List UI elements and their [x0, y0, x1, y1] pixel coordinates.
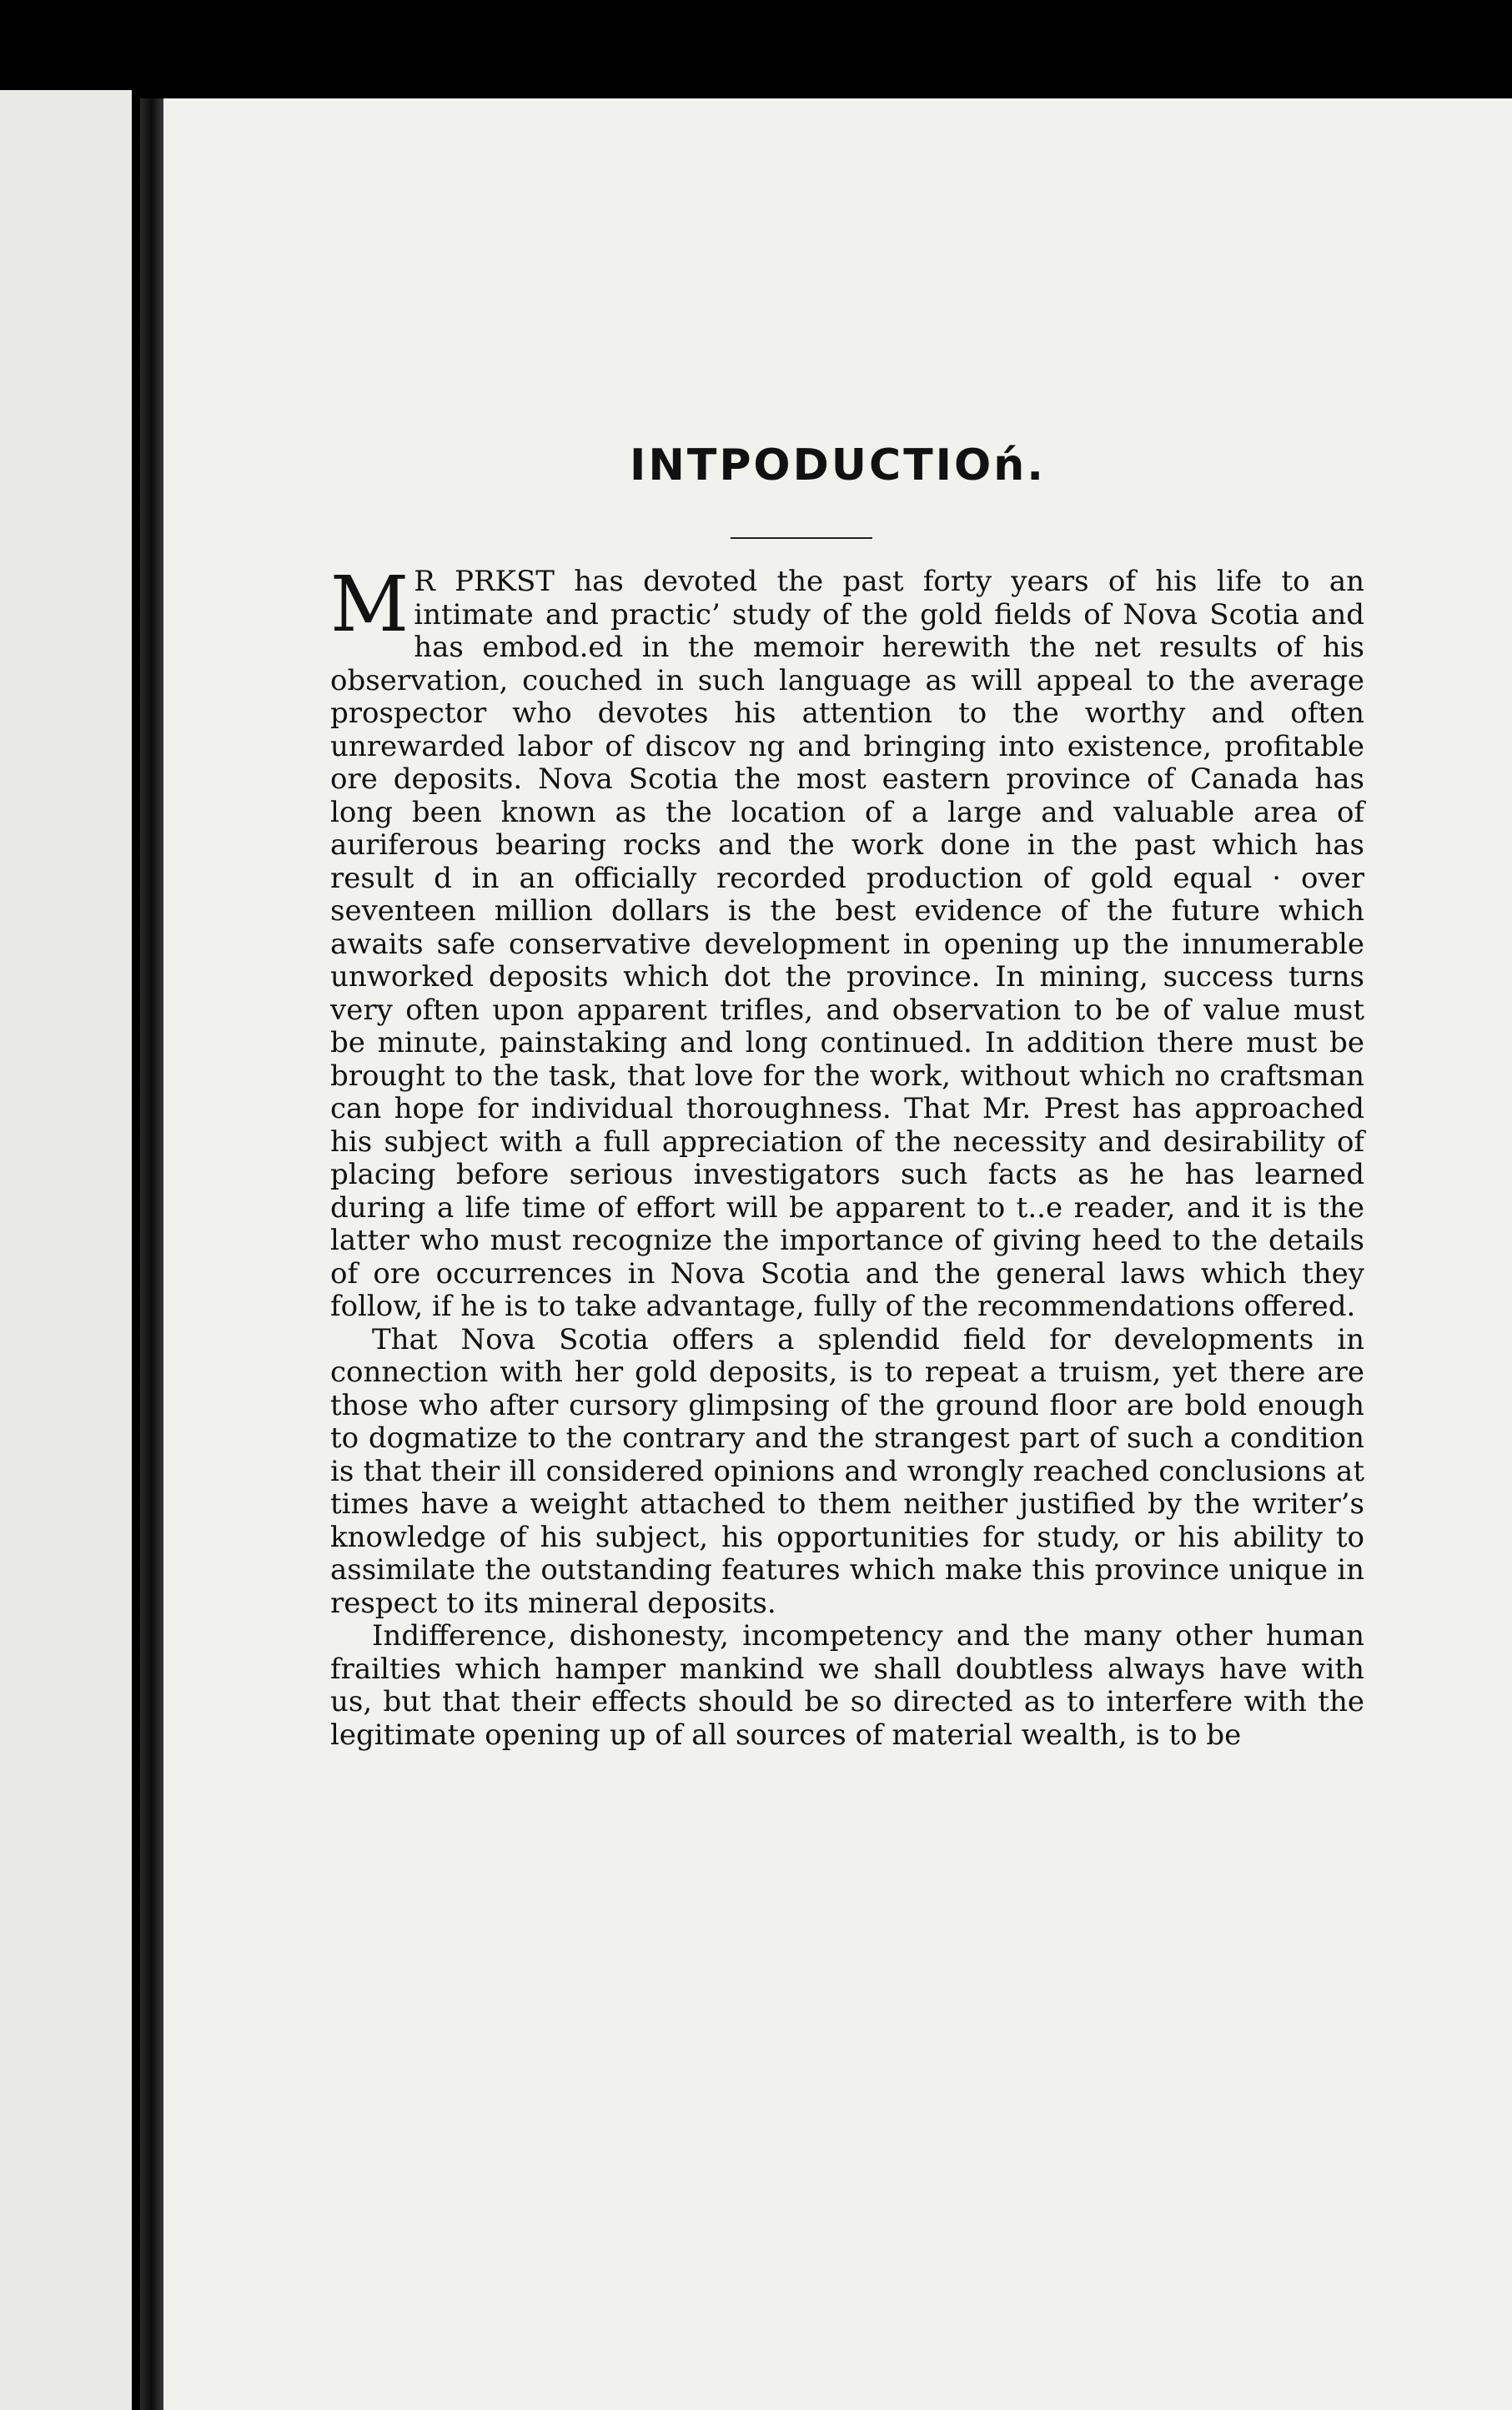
book-spine-shadow	[140, 98, 163, 2410]
facing-page-edge	[0, 90, 132, 2410]
book-page	[163, 98, 1512, 2410]
body-text	[330, 560, 1364, 2025]
paragraph-2: That Nova Scotia offers a splendid field for developments in connection with her gold deposits, is to repeat a truism, yet there are those who after cursory glimpsing of the ground floor are bold enough to dogmatize to the contrary and the strangest part of such a condition is that their ill considered opinions and wrongly reached conclusions at times have a weight attached to them neither justified by the writer’s knowledge of his subject, his opportunities for study, or his ability to assimilate the outstanding features which make this province unique in respect to its mineral deposits.	[330, 1322, 1364, 1620]
paragraph-1: MR PRKST has devoted the past forty years of his life to an intimate and practic’ study of the gold fields of Nova Scotia and has embod.ed in the memoir herewith the net results of his observation, couched in such language as will appeal to the average prospector who devotes his attention to the worthy and often unrewarded labor of discov ng and bringing into existence, profitable ore deposits. Nova Scotia the most eastern province of Canada has long been known as the location of a large and valuable area of auriferous bearing rocks and the work done in the past which has result d in an officially recorded production of gold equal · over seventeen million dollars is the best evidence of the future which awaits safe conservative development in opening up the innumerable unworked deposits which dot the province. In mining, success turns very often upon apparent trifles, and observation to be of value must be minute, painstaking and long continued. In addition there must be brought to the task, that love for the work, without which no craftsman can hope for individual thoroughness. That Mr. Prest has approached his subject with a full appreciation of the necessity and desirability of placing before serious investigators such facts as he has learned during a life time of effort will be apparent to t..e reader, and it is the latter who must recognize the importance of giving heed to the details of ore occurrences in Nova Scotia and the general laws which they follow, if he is to take advantage, fully of the recommendations offered.	[330, 560, 1364, 1323]
paragraph-3: Indifference, dishonesty, incompetency and the many other human frailties which hamper mankind we shall doubtless always have with us, but that their effects should be so directed as to interfere with the legitimate opening up of all sources of material wealth, is to be	[330, 1619, 1364, 1752]
title-underline	[731, 537, 872, 539]
page-title: INTPODUCTIOń.	[629, 440, 1046, 491]
